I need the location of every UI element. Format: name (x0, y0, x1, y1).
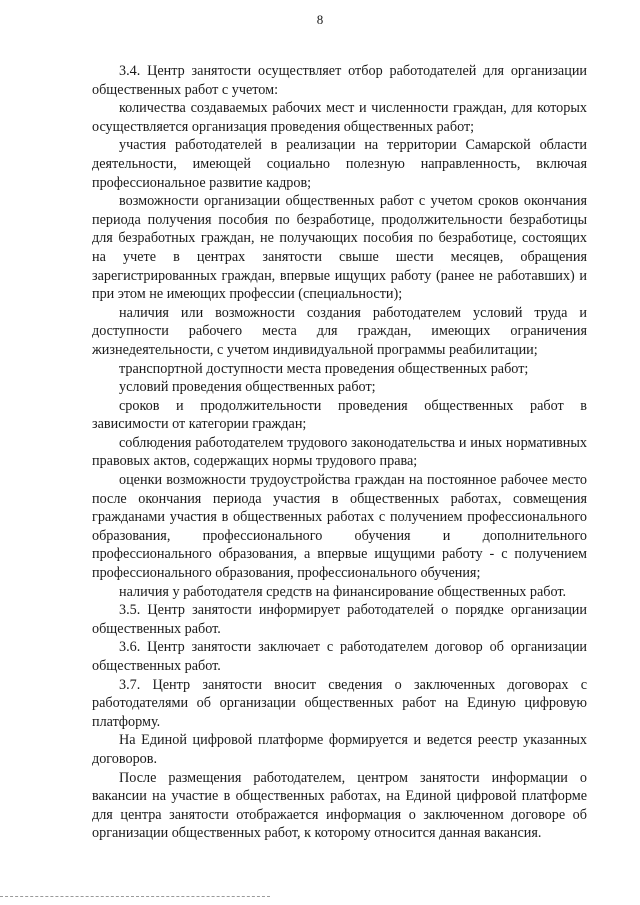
paragraph-3-6: 3.6. Центр занятости заключает с работодателем договор об организации общественных работ. (92, 639, 587, 674)
paragraph-3-4: 3.4. Центр занятости осуществляет отбор работодателей для организации общественных работ с учетом: (92, 63, 587, 98)
page-number: 8 (316, 12, 324, 27)
paragraph-organization-possibility: возможности организации общественных работ с учетом сроков окончания периода получения пособия по безработице, продолжительности безработицы для безработных граждан, не получающих пособия по безработице, состоящих на учете в центрах занятости свыше шести месяцев, обращения зарегистрированных граждан, впервые ищущих работу (ранее не работавших) и при этом не имеющих профессии (специальности); (92, 193, 587, 303)
paragraph-3-5: 3.5. Центр занятости информирует работодателей о порядке организации общественных работ. (92, 602, 587, 637)
paragraph-registry: На Единой цифровой платформе формируется и ведется реестр указанных договоров. (92, 732, 587, 767)
paragraph-jobs-count: количества создаваемых рабочих мест и численности граждан, для которых осуществляется организация проведения общественных работ; (92, 100, 587, 135)
document-body (92, 62, 587, 843)
paragraph-3-7: 3.7. Центр занятости вносит сведения о заключенных договорах с работодателями об организации общественных работ на Единую цифровую платформу. (92, 676, 587, 730)
paragraph-working-conditions: наличия или возможности создания работодателем условий труда и доступности рабочего места для граждан, имеющих ограничения жизнедеятельности, с учетом индивидуальной программы реабилитации; (92, 304, 587, 358)
scan-edge-mark (0, 896, 270, 897)
paragraph-employment-assessment: оценки возможности трудоустройства граждан на постоянное рабочее место после окончания периода участия в общественных работах, совмещения гражданами участия в общественных работах с получением профессионального образования, профессионального обучения и дополнительного профессионального образования, а впервые ищущими работу - с получением профессионального образования, профессионального обучения; (92, 472, 587, 582)
paragraph-employer-participation: участия работодателей в реализации на территории Самарской области деятельности, имеющей социально полезную направленность, включая профессиональное развитие кадров; (92, 137, 587, 191)
paragraph-financing: наличия у работодателя средств на финансирование общественных работ. (119, 583, 567, 600)
paragraph-terms-duration: сроков и продолжительности проведения общественных работ в зависимости от категории граждан; (92, 397, 587, 433)
paragraph-vacancy-info: После размещения работодателем, центром занятости информации о вакансии на участие в общественных работах, на Единой цифровой платформе для центра занятости отображается информация о заключенном договоре об организации общественных работ, к которому относится данная вакансия. (92, 769, 587, 842)
paragraph-labor-law: соблюдения работодателем трудового законодательства и иных нормативных правовых актов, содержащих нормы трудового права; (92, 434, 587, 470)
paragraph-work-conditions: условий проведения общественных работ; (119, 379, 376, 396)
paragraph-transport-access: транспортной доступности места проведения общественных работ; (119, 360, 529, 377)
